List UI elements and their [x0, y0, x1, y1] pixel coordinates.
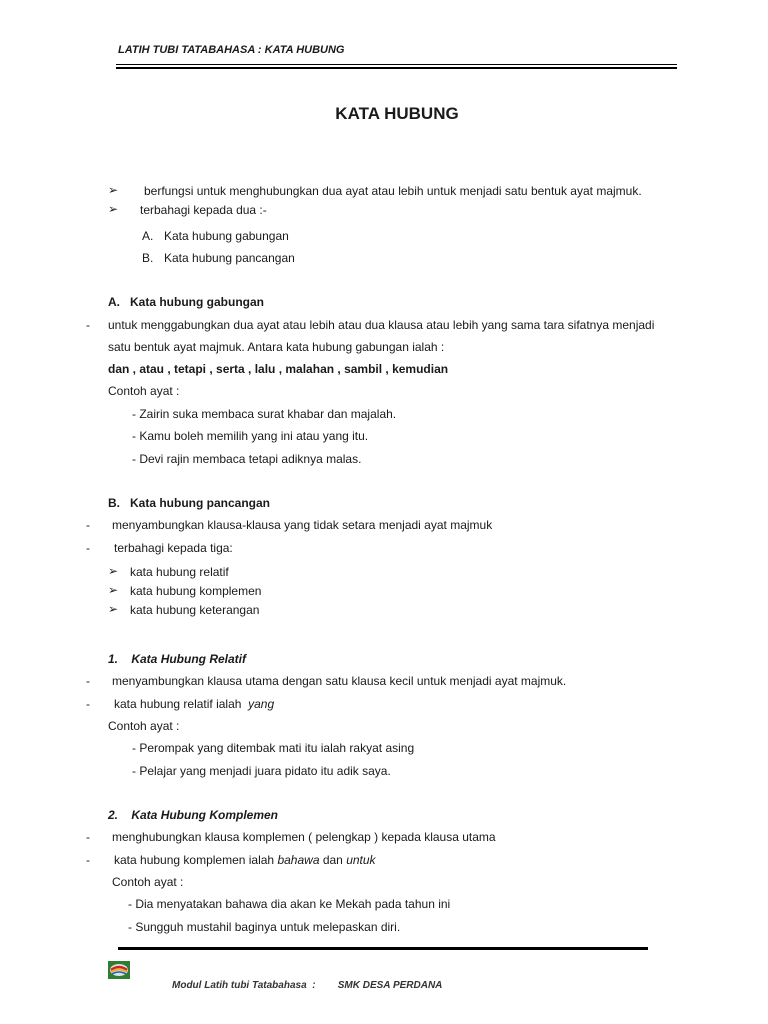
intro-bullet-2: terbahagi kepada dua :-: [140, 203, 267, 217]
dash-marker: -: [86, 674, 90, 688]
section-a-contoh-label: Contoh ayat :: [108, 384, 180, 398]
section-b-subtype-3: kata hubung keterangan: [130, 603, 260, 617]
section-b-line-2: terbahagi kepada tiga:: [114, 541, 233, 555]
section-2-example-1: - Dia menyatakan bahawa dia akan ke Mekah pada tahun ini: [128, 897, 451, 911]
section-2-line-2-prefix: kata hubung komplemen ialah: [114, 853, 278, 867]
section-b-subtype-1: kata hubung relatif: [130, 565, 229, 579]
section-2-contoh-label: Contoh ayat :: [112, 875, 184, 889]
section-1-line-2: [114, 697, 274, 711]
section-1-keyword-yang: yang: [248, 697, 275, 711]
section-1-example-2: - Pelajar yang menjadi juara pidato itu adik saya.: [132, 764, 391, 778]
section-1-line-2-prefix: kata hubung relatif ialah: [114, 697, 249, 711]
section-a-example-3: - Devi rajin membaca tetapi adiknya malas.: [132, 452, 362, 466]
dash-marker: -: [86, 853, 90, 867]
type-label-a: Kata hubung gabungan: [164, 229, 289, 243]
section-1-line-1: menyambungkan klausa utama dengan satu klausa kecil untuk menjadi ayat majmuk.: [112, 674, 567, 688]
dash-marker: -: [86, 318, 90, 332]
section-b-heading: B. Kata hubung pancangan: [108, 496, 271, 510]
type-marker-b: B.: [142, 251, 154, 265]
dash-marker: -: [86, 697, 90, 711]
section-2-example-2: - Sungguh mustahil baginya untuk melepaskan diri.: [128, 920, 401, 934]
type-marker-a: A.: [142, 229, 154, 243]
header-rule-top: [116, 64, 677, 65]
section-2-line-2: [114, 853, 376, 867]
section-a-example-1: - Zairin suka membaca surat khabar dan majalah.: [132, 407, 397, 421]
arrow-bullet-icon: ➢: [108, 564, 119, 578]
section-b-line-1: menyambungkan klausa-klausa yang tidak setara menjadi ayat majmuk: [112, 518, 493, 532]
section-a-line-2: satu bentuk ayat majmuk. Antara kata hubung gabungan ialah :: [108, 340, 445, 354]
dash-marker: -: [86, 541, 90, 555]
section-2-line-1: menghubungkan klausa komplemen ( pelengkap ) kepada klausa utama: [112, 830, 496, 844]
footer-text: Modul Latih tubi Tatabahasa : SMK DESA PERDANA: [172, 980, 443, 991]
section-b-subtype-2: kata hubung komplemen: [130, 584, 262, 598]
section-a-heading: A. Kata hubung gabungan: [108, 295, 264, 309]
intro-bullet-1: berfungsi untuk menghubungkan dua ayat atau lebih untuk menjadi satu bentuk ayat majmuk.: [144, 184, 642, 198]
header-rule-bottom: [116, 67, 677, 69]
footer-rule: [118, 947, 648, 950]
school-logo-icon: [108, 961, 130, 979]
arrow-bullet-icon: ➢: [108, 183, 119, 197]
running-header: LATIH TUBI TATABAHASA : KATA HUBUNG: [118, 44, 345, 56]
section-2-keyword-bahawa: bahawa: [277, 853, 320, 867]
arrow-bullet-icon: ➢: [108, 583, 119, 597]
section-a-example-2: - Kamu boleh memilih yang ini atau yang itu.: [132, 429, 369, 443]
section-1-heading: 1. Kata Hubung Relatif: [108, 652, 247, 666]
page-title: KATA HUBUNG: [335, 104, 459, 123]
arrow-bullet-icon: ➢: [108, 602, 119, 616]
section-a-line-1: untuk menggabungkan dua ayat atau lebih atau dua klausa atau lebih yang sama tara sifatnya menjadi: [108, 318, 655, 332]
arrow-bullet-icon: ➢: [108, 202, 119, 216]
section-1-contoh-label: Contoh ayat :: [108, 719, 180, 733]
section-1-example-1: - Perompak yang ditembak mati itu ialah rakyat asing: [132, 741, 415, 755]
dash-marker: -: [86, 830, 90, 844]
section-2-keyword-untuk: untuk: [346, 853, 376, 867]
dash-marker: -: [86, 518, 90, 532]
type-label-b: Kata hubung pancangan: [164, 251, 295, 265]
section-2-line-2-mid: dan: [319, 853, 347, 867]
section-a-conjunction-list: dan , atau , tetapi , serta , lalu , malahan , sambil , kemudian: [108, 362, 449, 376]
section-2-heading: 2. Kata Hubung Komplemen: [108, 808, 279, 822]
